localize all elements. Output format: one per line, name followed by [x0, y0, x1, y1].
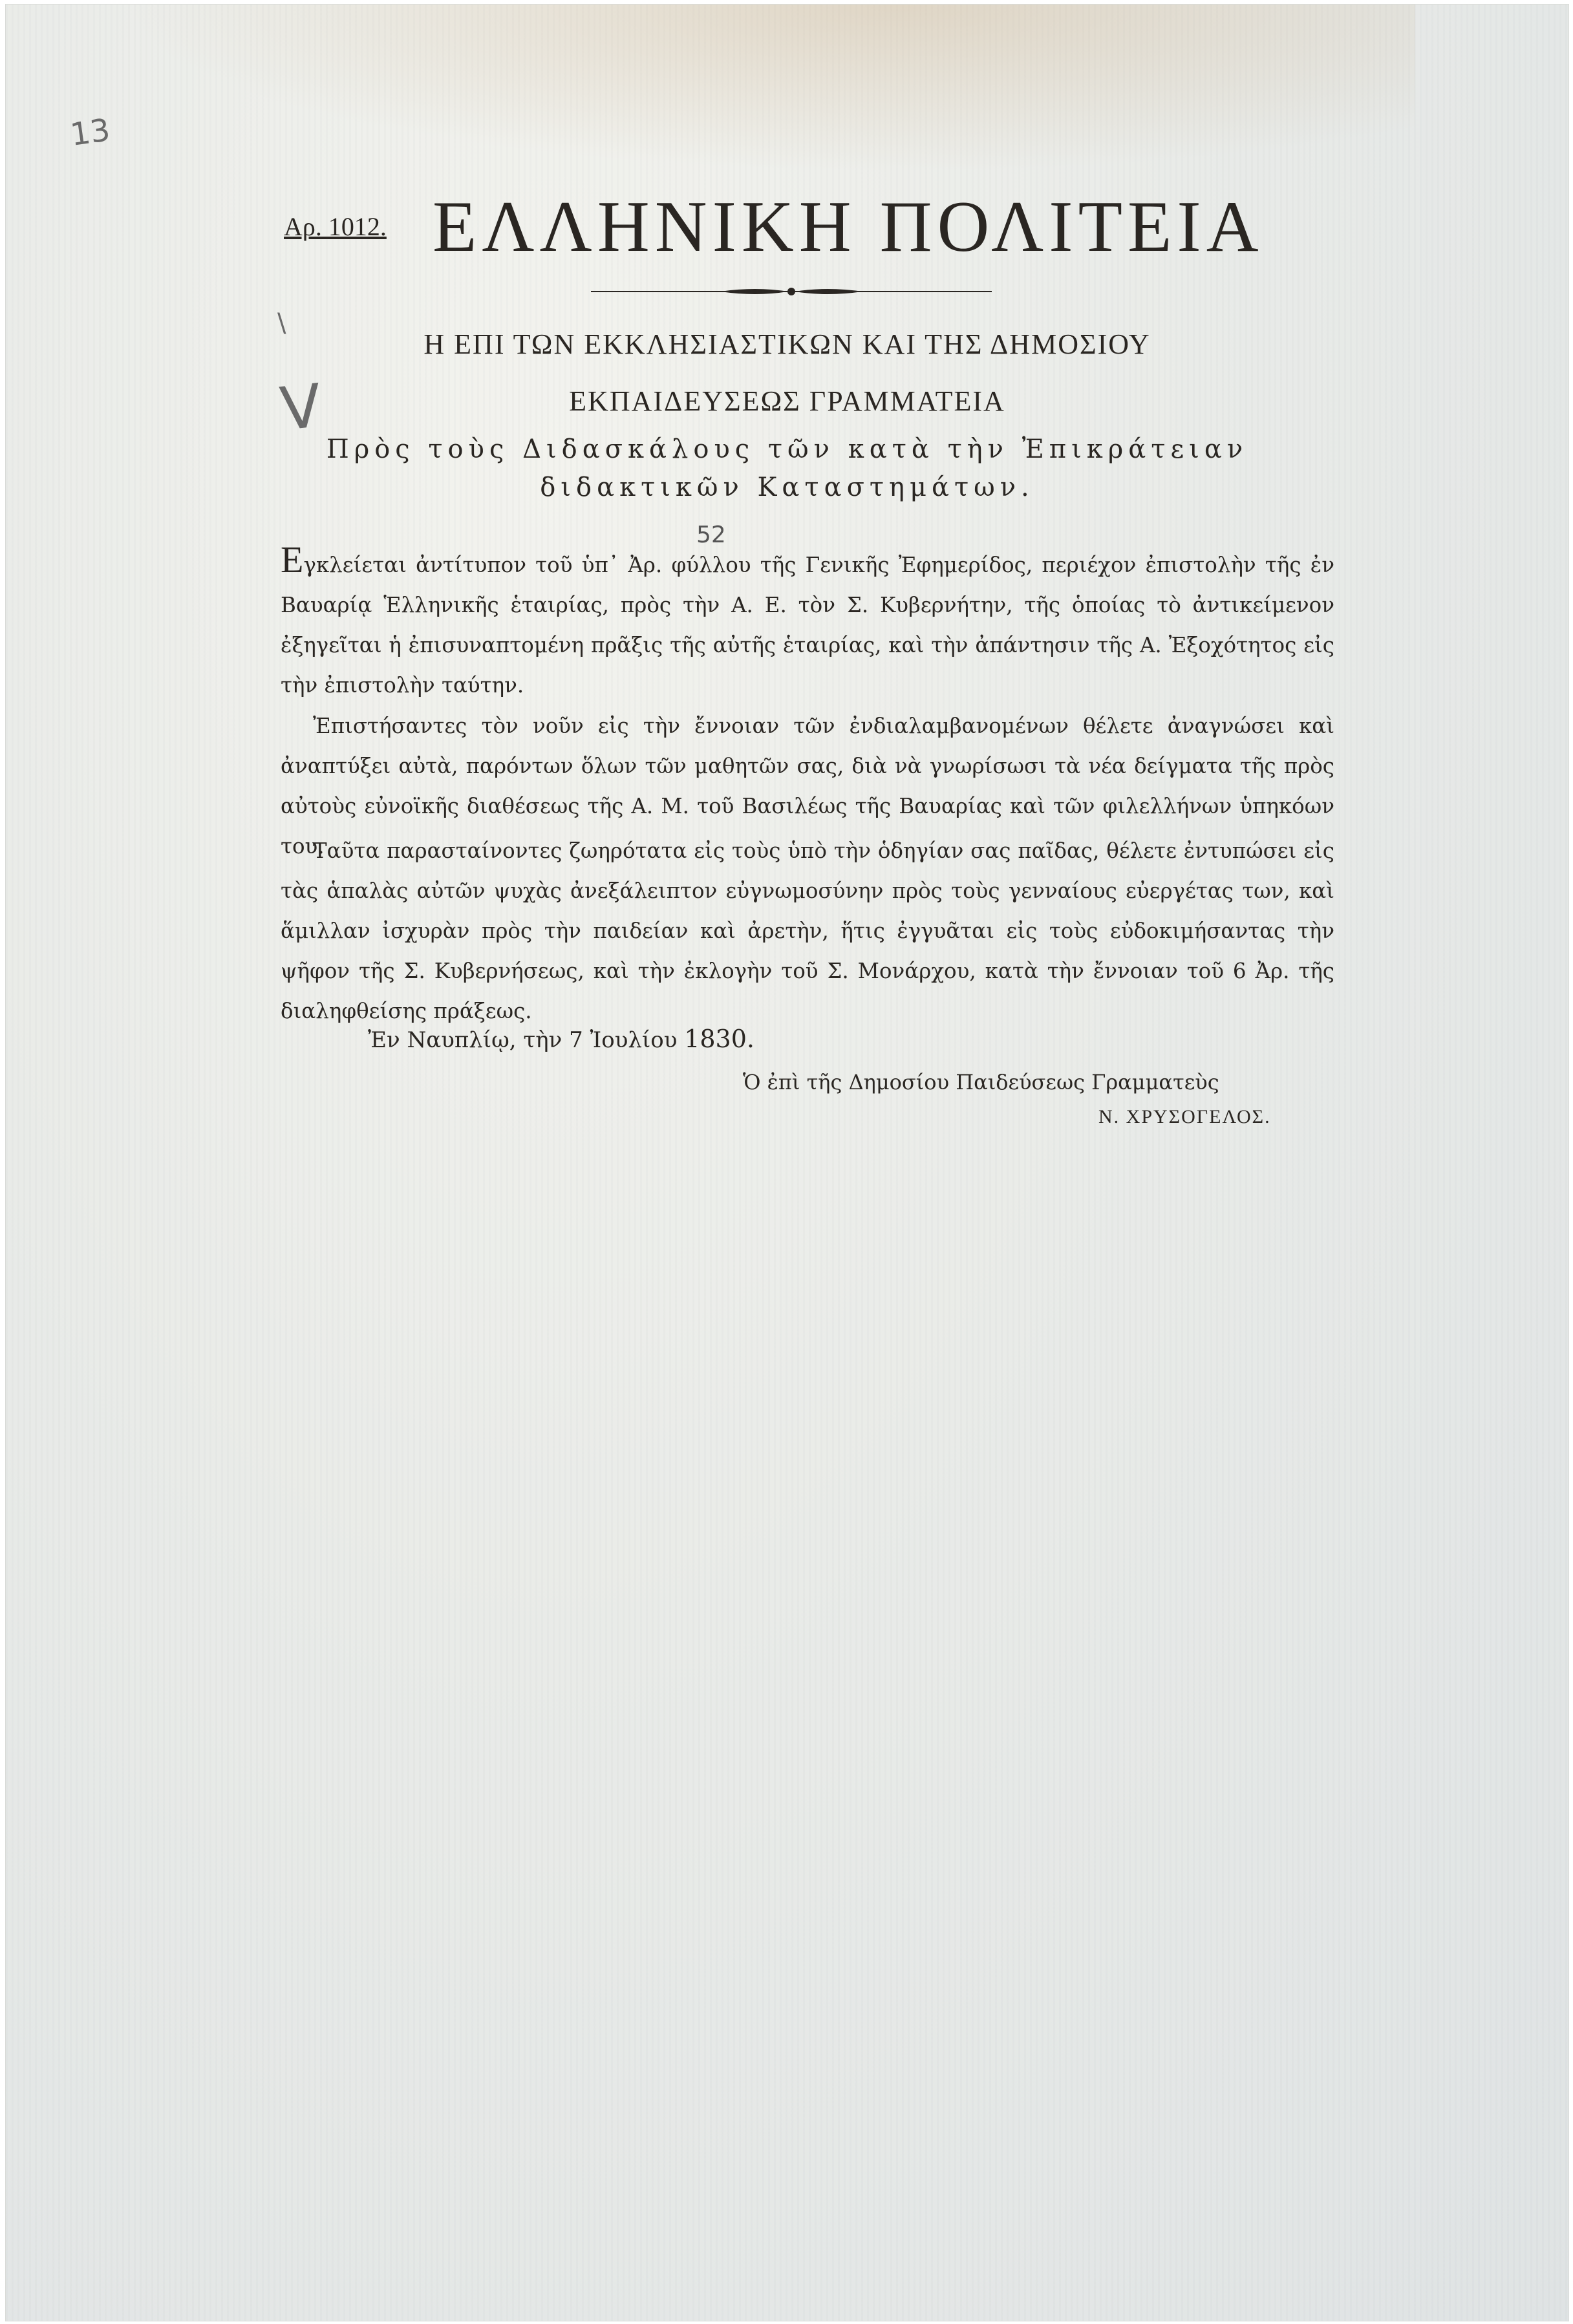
signature-title: Ὁ ἐπὶ τῆς Δημοσίου Παιδεύσεως Γραμματεὺς — [743, 1070, 1219, 1094]
paragraph-3: Ταῦτα παρασταίνοντες ζωηρότατα εἰς τοὺς ὑπὸ τὴν ὁδηγίαν σας παῖδας, θέλετε ἐντυπώσει εἰς τὰς ἁπαλὰς αὐτῶν ψυχὰς ἀνεξάλειπτον εὐγνωμοσύνην πρὸς τοὺς γενναίους εὐεργέτας των, καὶ ἅμιλλαν ἰσχυρὰν πρὸς τὴν παιδείαν καὶ ἀρετὴν, ἥτις ἐγγυᾶται εἰς τοὺς εὐδοκιμήσαντας τὴν ψῆφον τῆς Σ. Κυβερνήσεως, καὶ τὴν ἐκλογὴν τοῦ Σ. Μονάρχου, κατὰ τὴν ἔννοιαν τοῦ 6 Ἀρ. τῆς διαληφθείσης πράξεως. — [281, 838, 1334, 1023]
department-line-1: Η ΕΠΙ ΤΩΝ ΕΚΚΛΗΣΙΑΣΤΙΚΩΝ ΚΑΙ ΤΗΣ ΔΗΜΟΣΙΟΥ — [423, 328, 1151, 360]
pencil-check-mark: V — [277, 371, 325, 444]
document-sheet — [5, 4, 1569, 2321]
pencil-corner-mark: 13 — [68, 112, 112, 153]
ornament-divider-icon — [591, 284, 992, 299]
address-line-1: Πρὸς τοὺς Διδασκάλους τῶν κατὰ τὴν Ἐπικράτειαν — [326, 434, 1248, 464]
document-header — [6, 186, 1568, 270]
paragraph-2: Ἐπιστήσαντες τὸν νοῦν εἰς τὴν ἔννοιαν τῶν ἐνδιαλαμβανομένων θέλετε ἀναγνώσει καὶ ἀναπτύξει αὐτὰ, παρόντων ὅλων τῶν μαθητῶν σας, διὰ νὰ γνωρίσωσι τὰ νέα δείγματα τῆς πρὸς αὐτοὺς εὐνοϊκῆς διαθέσεως τῆς Α. Μ. τοῦ Βασιλέως τῆς Βαυαρίας καὶ τῶν φιλελλήνων ὑπηκόων του. — [281, 714, 1334, 858]
drop-cap: Ε — [281, 538, 304, 581]
dateline-year: 1830. — [684, 1025, 754, 1053]
paper-stain — [122, 5, 1415, 173]
department-line-2: ΕΚΠΑΙΔΕΥΣΕΩΣ ΓΡΑΜΜΑΤΕΙΑ — [569, 385, 1005, 417]
paragraph-1 — [281, 540, 1334, 705]
dateline-place-date: Ἐν Ναυπλίῳ, τὴν 7 Ἰουλίου — [368, 1027, 678, 1053]
signature-name: Ν. ΧΡΥΣΟΓΕΛΟΣ. — [1098, 1106, 1271, 1127]
pencil-tick-icon: \ — [277, 308, 286, 338]
reference-number: Αρ. 1012. — [284, 212, 387, 241]
pencil-number-note: 52 — [696, 522, 726, 548]
paragraph-1-text: γκλείεται ἀντίτυπον τοῦ ὑπ᾽ Ἀρ. φύλλου τῆς Γενικῆς Ἐφημερίδος, περιέχον ἐπιστολὴν τῆς ἐν Βαυαρίᾳ Ἑλληνικῆς ἑταιρίας, πρὸς τὴν Α. Ε. τὸν Σ. Κυβερνήτην, τῆς ὁποίας τὸ ἀντικείμενον ἐξηγεῖται ἡ ἐπισυναπτομένη πρᾶξις τῆς αὐτῆς ἑταιρίας, καὶ τὴν ἀπάντησιν τῆς Α. Ἐξοχότητος εἰς τὴν ἐπιστολὴν ταύτην. — [281, 553, 1334, 698]
address-line-2: διδακτικῶν Καταστημάτων. — [540, 473, 1034, 502]
dateline — [368, 1025, 754, 1053]
document-title: ΕΛΛΗΝΙΚΗ ΠΟΛΙΤΕΙΑ — [433, 187, 1264, 267]
